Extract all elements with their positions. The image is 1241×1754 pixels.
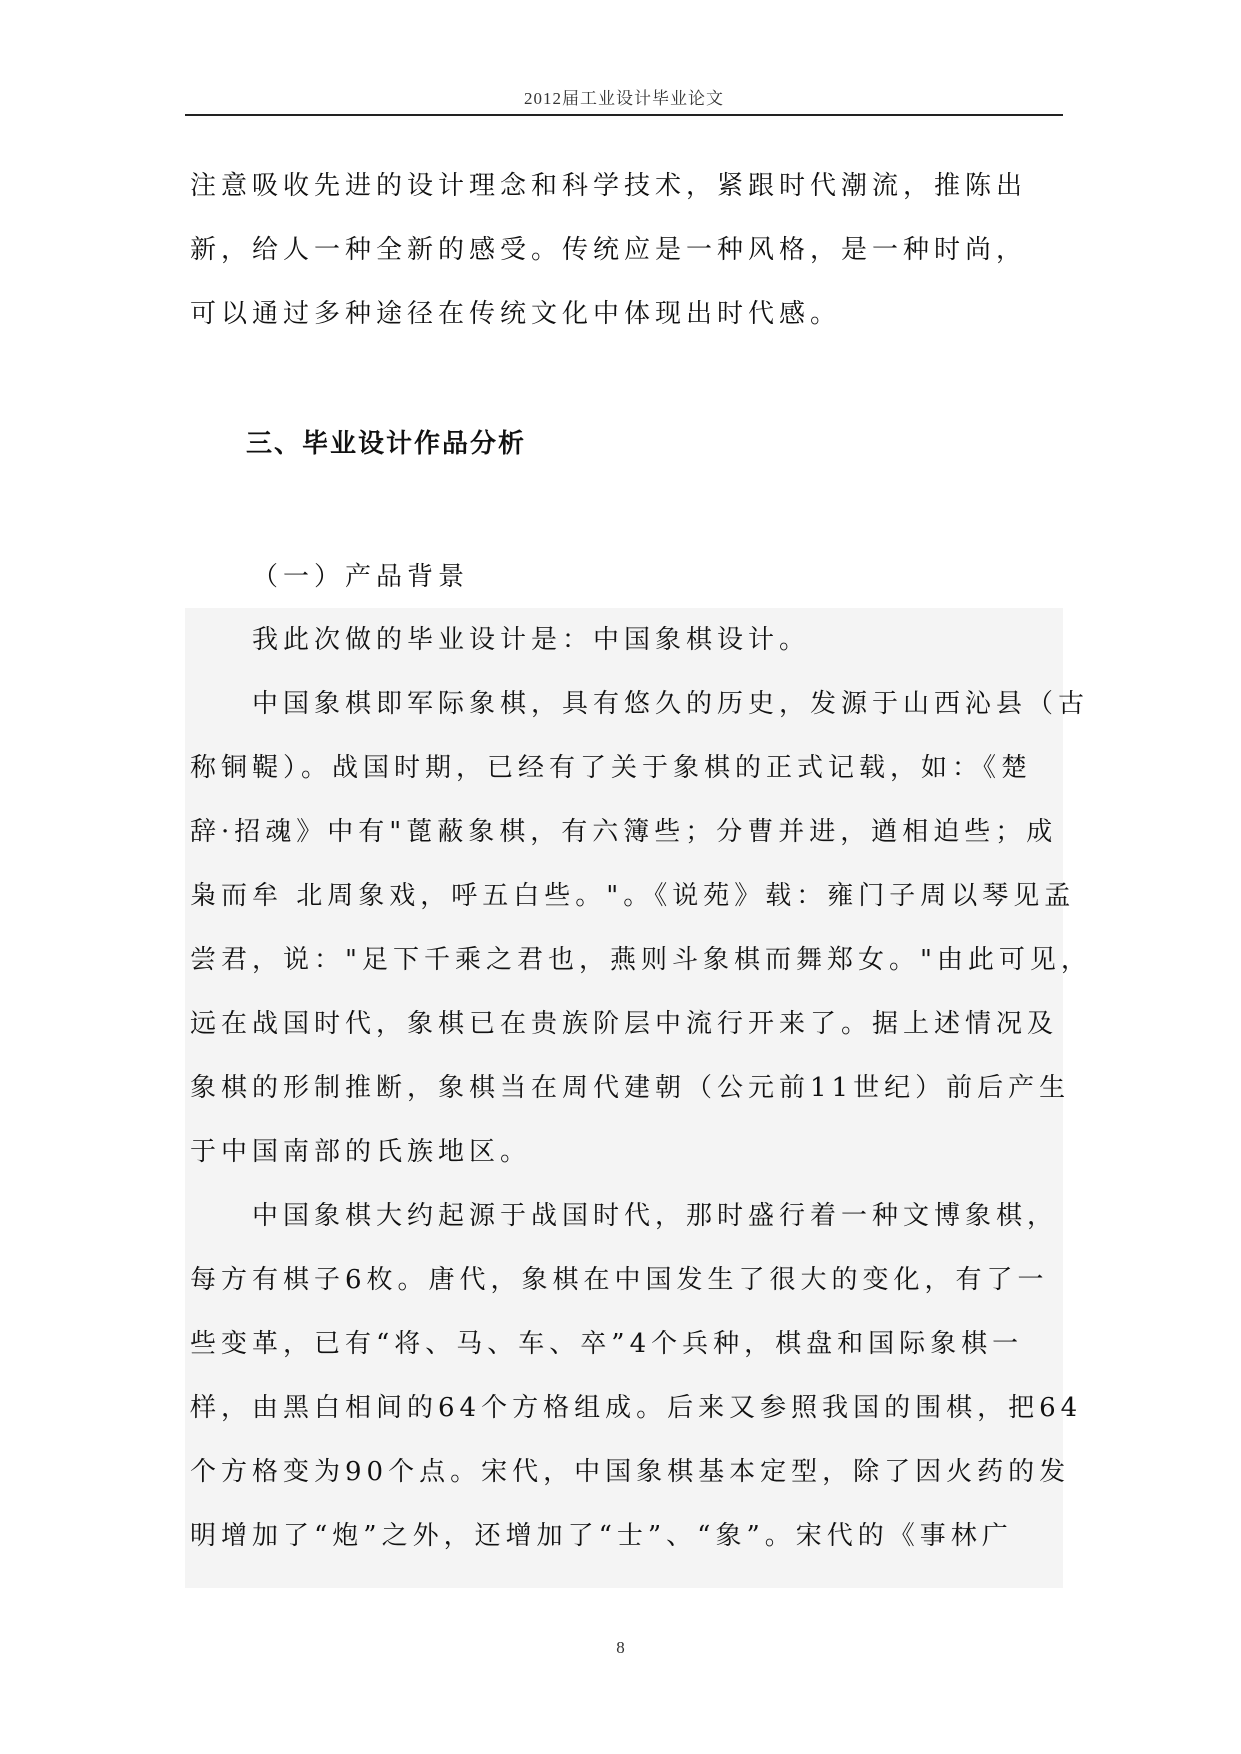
paragraph-line: 辞·招魂》中有"蓖蔽象棋，有六簿些；分曹并进，遒相迫些；成: [190, 817, 1058, 847]
running-header: 2012届工业设计毕业论文: [524, 89, 724, 108]
paragraph-line: 远在战国时代，象棋已在贵族阶层中流行开来了。据上述情况及: [190, 1009, 1059, 1039]
paragraph-line: 象棋的形制推断，象棋当在周代建朝（公元前11世纪）前后产生: [190, 1073, 1071, 1103]
header-rule: [185, 114, 1063, 116]
paragraph-line: 我此次做的毕业设计是：中国象棋设计。: [252, 625, 811, 655]
paragraph-line: 个方格变为90个点。宋代，中国象棋基本定型，除了因火药的发: [190, 1457, 1071, 1487]
page-number: 8: [616, 1638, 625, 1657]
paragraph-line: 称铜鞮）。战国时期，已经有了关于象棋的正式记载，如：《楚: [190, 753, 1033, 783]
intro-line: 注意吸收先进的设计理念和科学技术，紧跟时代潮流，推陈出: [190, 171, 1028, 201]
paragraph: [190, 672, 1092, 1184]
section-heading: 三、毕业设计作品分析: [246, 429, 527, 459]
paragraph-line: 每方有棋子6枚。唐代，象棋在中国发生了很大的变化，有了一: [190, 1265, 1049, 1295]
intro-line: 可以通过多种途径在传统文化中体现出时代感。: [190, 299, 842, 329]
paragraph-line: 尝君，说："足下千乘之君也，燕则斗象棋而舞郑女。"由此可见，: [190, 945, 1092, 975]
paragraph-line: 些变革，已有“将、马、车、卒”4个兵种，棋盘和国际象棋一: [190, 1329, 1024, 1359]
paragraph-line: 枭而牟 北周象戏，呼五白些。"。《说苑》载：雍门子周以琴见孟: [190, 881, 1076, 911]
paragraph-line: 明增加了“炮”之外，还增加了“士”、“象”。宋代的《事林广: [190, 1521, 1013, 1551]
paragraph: [190, 1184, 1083, 1568]
subsection-heading: （一）产品背景: [252, 562, 470, 592]
intro-paragraph: [190, 154, 1058, 346]
intro-line: 新，给人一种全新的感受。传统应是一种风格，是一种时尚，: [190, 235, 1028, 265]
paragraph-line: 中国象棋即军际象棋，具有悠久的历史，发源于山西沁县（古: [252, 689, 1090, 719]
paragraph-line: 中国象棋大约起源于战国时代，那时盛行着一种文博象棋，: [252, 1201, 1059, 1231]
paragraph-line: 于中国南部的氏族地区。: [190, 1137, 532, 1167]
paragraph: [190, 608, 1058, 672]
paragraph-line: 样，由黑白相间的64个方格组成。后来又参照我国的围棋，把64: [190, 1393, 1083, 1423]
body-text: [190, 608, 1092, 1568]
